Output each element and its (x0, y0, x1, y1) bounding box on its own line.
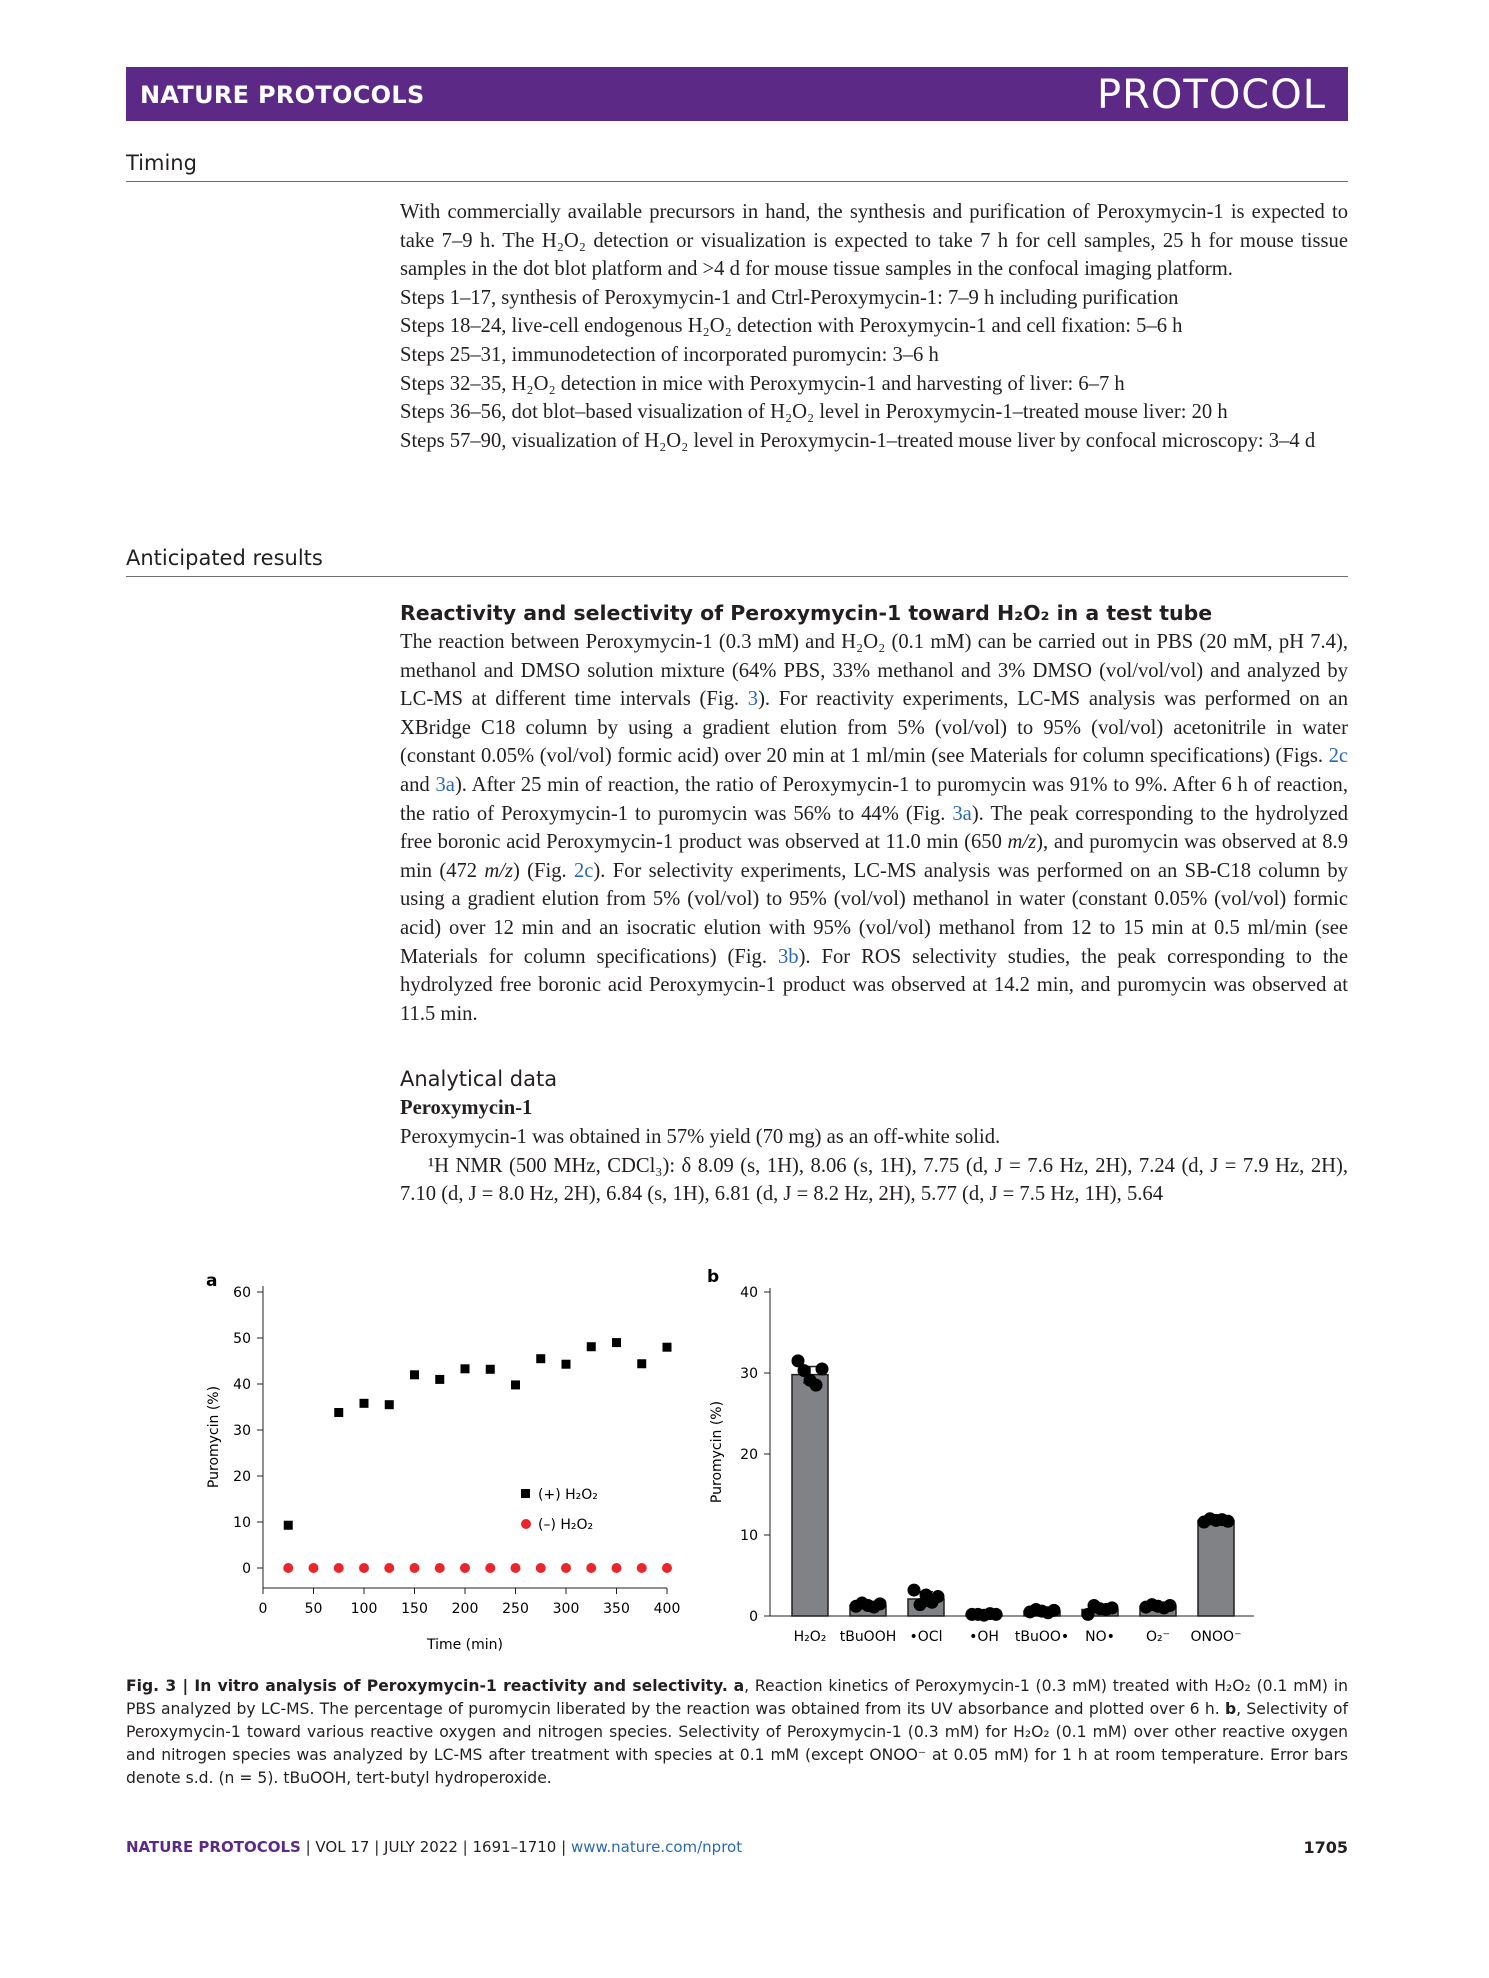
data-point-minus-h2o2 (283, 1563, 293, 1573)
reactivity-paragraph: The reaction between Peroxymycin-1 (0.3 mM) and H₂O₂ (0.1 mM) can be carried out in PBS (20 mM, pH 7.4), methanol and DMSO solution mixture (64% PBS, 33% methanol and 3% DMSO (vol/vol/vol) and analyzed by LC-MS at different time intervals (Fig. 3). For reactivity experiments, LC-MS analysis was performed on an XBridge C18 column by using a gradient elution from 5% (vol/vol) to 95% (vol/vol) acetonitrile in water (constant 0.05% (vol/vol) formic acid) over 20 min at 1 ml/min (see Materials for column specifications) (Figs. 2c and 3a). After 25 min of reaction, the ratio of Peroxymycin-1 to puromycin was 91% to 9%. After 6 h of reaction, the ratio of Peroxymycin-1 to puromycin was 56% to 44% (Fig. 3a). The peak corresponding to the hydrolyzed free boronic acid Peroxymycin-1 product was observed at 11.0 min (650 m/z), and puromycin was observed at 8.9 min (472 m/z) (Fig. 2c). For selectivity experiments, LC-MS analysis was performed on an SB-C18 column by using a gradient elution from 5% (vol/vol) to 95% (vol/vol) methanol in water (constant 0.05% (vol/vol) formic acid) over 12 min and an isocratic elution with 95% (vol/vol) methanol from 12 to 15 min at 0.5 ml/min (see Materials for column specifications) (Fig. 3b). For ROS selectivity studies, the peak corresponding to the hydrolyzed free boronic acid Peroxymycin-1 product was observed at 14.2 min, and puromycin was observed at 11.5 min. (400, 631, 1349, 1025)
y-tick-label: 40 (233, 1377, 251, 1393)
data-point-minus-h2o2 (309, 1563, 319, 1573)
x-tick-label: 350 (603, 1601, 630, 1617)
page-footer (126, 1838, 1348, 1856)
legend-label: (–) H₂O₂ (538, 1517, 594, 1533)
subsection-heading-reactivity: Reactivity and selectivity of Peroxymycin-1 toward H₂O₂ in a test tube (400, 601, 1213, 625)
replicate-point (908, 1584, 921, 1597)
data-point-minus-h2o2 (586, 1563, 596, 1573)
data-point-minus-h2o2 (460, 1563, 470, 1573)
replicate-point (1048, 1604, 1061, 1617)
data-point-minus-h2o2 (485, 1563, 495, 1573)
y-axis-label: Puromycin (%) (206, 1385, 222, 1489)
footer-url[interactable]: www.nature.com/nprot (570, 1838, 743, 1856)
timing-step: Steps 57–90, visualization of H₂O₂ level in Peroxymycin-1–treated mouse liver by confocal microscopy: 3–4 d (400, 429, 1316, 452)
data-point-plus-h2o2 (637, 1359, 646, 1368)
data-point-minus-h2o2 (334, 1563, 344, 1573)
category-label: tBuOO• (1014, 1629, 1070, 1645)
timing-intro: With commercially available precursors in hand, the synthesis and purification of Peroxymycin-1 is expected to take 7–9 h. The H₂O₂ detection or visualization is expected to take 7 h for cell samples, 25 h for mouse tissue samples in the dot blot platform and >4 d for mouse tissue samples in the confocal imaging platform. (400, 201, 1348, 281)
journal-name: NATURE PROTOCOLS (140, 81, 425, 109)
bar (792, 1375, 828, 1616)
x-tick-label: 100 (350, 1601, 378, 1617)
data-point-plus-h2o2 (385, 1400, 394, 1409)
data-point-plus-h2o2 (587, 1342, 596, 1351)
fig-link[interactable]: 3b (777, 945, 799, 968)
legend (521, 1487, 598, 1533)
results-rule (126, 576, 1348, 577)
y-axis-label: Puromycin (%) (709, 1400, 725, 1504)
results-heading: Anticipated results (126, 546, 323, 570)
timing-body (400, 198, 1348, 455)
data-point-plus-h2o2 (461, 1364, 470, 1373)
x-tick-label: 250 (502, 1601, 529, 1617)
footer-journal: NATURE PROTOCOLS (126, 1838, 301, 1856)
data-point-plus-h2o2 (284, 1521, 293, 1530)
x-tick-label: 150 (401, 1601, 428, 1617)
x-tick-label: 400 (653, 1601, 681, 1617)
y-tick-label: 20 (740, 1447, 758, 1463)
x-tick-label: 50 (304, 1601, 323, 1617)
footer-citation: | VOL 17 | JULY 2022 | 1691–1710 | (300, 1838, 571, 1856)
legend-square-marker (521, 1489, 530, 1498)
y-tick-label: 40 (740, 1285, 758, 1301)
fig-link[interactable]: 3a (435, 773, 455, 796)
bar (1198, 1520, 1234, 1616)
fig-link[interactable]: 2c (1328, 745, 1348, 768)
panel-b-label: b (707, 1267, 720, 1287)
category-label: NO• (1085, 1629, 1115, 1645)
yield-line: Peroxymycin-1 was obtained in 57% yield (70 mg) as an off-white solid. (400, 1125, 1001, 1148)
figure-caption: Fig. 3 | In vitro analysis of Peroxymycin-1 reactivity and selectivity. a, Reaction kinetics of Peroxymycin-1 (0.3 mM) treated with H₂O₂ (0.1 mM) in PBS analyzed by LC-MS. The percentage of puromycin liberated by the reaction was obtained from its UV absorbance and plotted over 6 h. b, Selectivity of Peroxymycin-1 toward various reactive oxygen and nitrogen species. Selectivity of Peroxymycin-1 (0.3 mM) for H₂O₂ (0.1 mM) over other reactive oxygen and nitrogen species was analyzed by LC-MS after treatment with species at 0.1 mM (except ONOO⁻ at 0.05 mM) for 1 h at room temperature. Error bars denote s.d. (n = 5). tBuOOH, tert-butyl hydroperoxide. (126, 1677, 1348, 1787)
y-tick-label: 30 (740, 1366, 758, 1382)
replicate-point (874, 1597, 887, 1610)
data-point-minus-h2o2 (637, 1563, 647, 1573)
data-point-minus-h2o2 (612, 1563, 622, 1573)
x-tick-label: 300 (552, 1601, 580, 1617)
timing-rule (126, 181, 1348, 182)
timing-step: Steps 36–56, dot blot–based visualization of H₂O₂ level in Peroxymycin-1–treated mouse liver: 20 h (400, 401, 1228, 424)
category-label: tBuOOH (839, 1629, 897, 1645)
replicate-point (932, 1590, 945, 1603)
data-point-minus-h2o2 (435, 1563, 445, 1573)
panel-b-chart (707, 1267, 1254, 1645)
data-point-plus-h2o2 (612, 1338, 621, 1347)
timing-heading: Timing (126, 151, 197, 175)
article-type: PROTOCOL (1096, 72, 1326, 118)
y-tick-label: 0 (749, 1609, 758, 1625)
journal-banner (126, 67, 1348, 121)
data-point-plus-h2o2 (511, 1380, 520, 1389)
data-point-plus-h2o2 (435, 1375, 444, 1384)
data-point-minus-h2o2 (561, 1563, 571, 1573)
data-point-plus-h2o2 (536, 1354, 545, 1363)
y-tick-label: 20 (233, 1469, 251, 1485)
x-tick-label: 0 (258, 1601, 268, 1617)
replicate-point (1164, 1599, 1177, 1612)
data-point-plus-h2o2 (562, 1360, 571, 1369)
y-tick-label: 30 (233, 1423, 251, 1439)
panel-a-chart (206, 1271, 680, 1653)
y-tick-label: 10 (740, 1528, 758, 1544)
data-point-plus-h2o2 (663, 1343, 672, 1352)
nmr-data: ¹H NMR (500 MHz, CDCl₃): δ 8.09 (s, 1H), 8.06 (s, 1H), 7.75 (d, J = 7.6 Hz, 2H), 7.24 (d, J = 7.9 Hz, 2H), 7.10 (d, J = 8.0 Hz, 2H), 6.84 (s, 1H), 6.81 (d, J = 8.2 Hz, 2H), 5.77 (d, J = 7.5 Hz, 1H), 5.64 (400, 1154, 1348, 1206)
x-axis-label: Time (min) (426, 1637, 504, 1653)
panel-a-label: a (206, 1271, 218, 1291)
data-point-minus-h2o2 (511, 1563, 521, 1573)
timing-step: Steps 32–35, H₂O₂ detection in mice with Peroxymycin-1 and harvesting of liver: 6–7 h (400, 372, 1125, 395)
category-label: ONOO⁻ (1190, 1629, 1242, 1645)
figure-3 (0, 1262, 1489, 1662)
data-point-minus-h2o2 (359, 1563, 369, 1573)
replicate-point (990, 1608, 1003, 1621)
data-point-minus-h2o2 (662, 1563, 672, 1573)
fig-link[interactable]: 2c (573, 859, 594, 882)
caption-title: Fig. 3 | In vitro analysis of Peroxymycin-1 reactivity and selectivity. (126, 1677, 728, 1695)
replicate-point (1222, 1515, 1235, 1528)
fig-link[interactable]: 3a (952, 802, 972, 825)
legend-circle-marker (521, 1519, 531, 1529)
data-point-minus-h2o2 (384, 1563, 394, 1573)
results-body (400, 598, 1348, 1209)
y-tick-label: 0 (242, 1561, 251, 1577)
replicate-point (810, 1379, 823, 1392)
category-label: •OCl (909, 1629, 943, 1645)
data-point-plus-h2o2 (486, 1365, 495, 1374)
page-number: 1705 (1303, 1838, 1348, 1857)
compound-name: Peroxymycin-1 (400, 1097, 533, 1120)
data-point-minus-h2o2 (410, 1563, 420, 1573)
replicate-point (1106, 1601, 1119, 1614)
category-label: H₂O₂ (793, 1629, 827, 1645)
timing-step: Steps 1–17, synthesis of Peroxymycin-1 and Ctrl-Peroxymycin-1: 7–9 h including purification (400, 286, 1179, 309)
y-tick-label: 50 (233, 1331, 251, 1347)
legend-label: (+) H₂O₂ (538, 1487, 598, 1503)
data-point-plus-h2o2 (360, 1399, 369, 1408)
replicate-point (816, 1362, 829, 1375)
data-point-plus-h2o2 (410, 1370, 419, 1379)
y-tick-label: 10 (233, 1515, 251, 1531)
x-tick-label: 200 (451, 1601, 479, 1617)
data-point-plus-h2o2 (334, 1408, 343, 1417)
data-point-minus-h2o2 (536, 1563, 546, 1573)
timing-step: Steps 18–24, live-cell endogenous H₂O₂ detection with Peroxymycin-1 and cell fixation: 5–6 h (400, 315, 1183, 338)
timing-step: Steps 25–31, immunodetection of incorporated puromycin: 3–6 h (400, 343, 939, 366)
y-tick-label: 60 (233, 1285, 251, 1301)
subsection-heading-analytical: Analytical data (400, 1067, 558, 1092)
category-label: O₂⁻ (1145, 1629, 1171, 1645)
fig-link[interactable]: 3 (747, 688, 759, 711)
category-label: •OH (969, 1629, 999, 1645)
